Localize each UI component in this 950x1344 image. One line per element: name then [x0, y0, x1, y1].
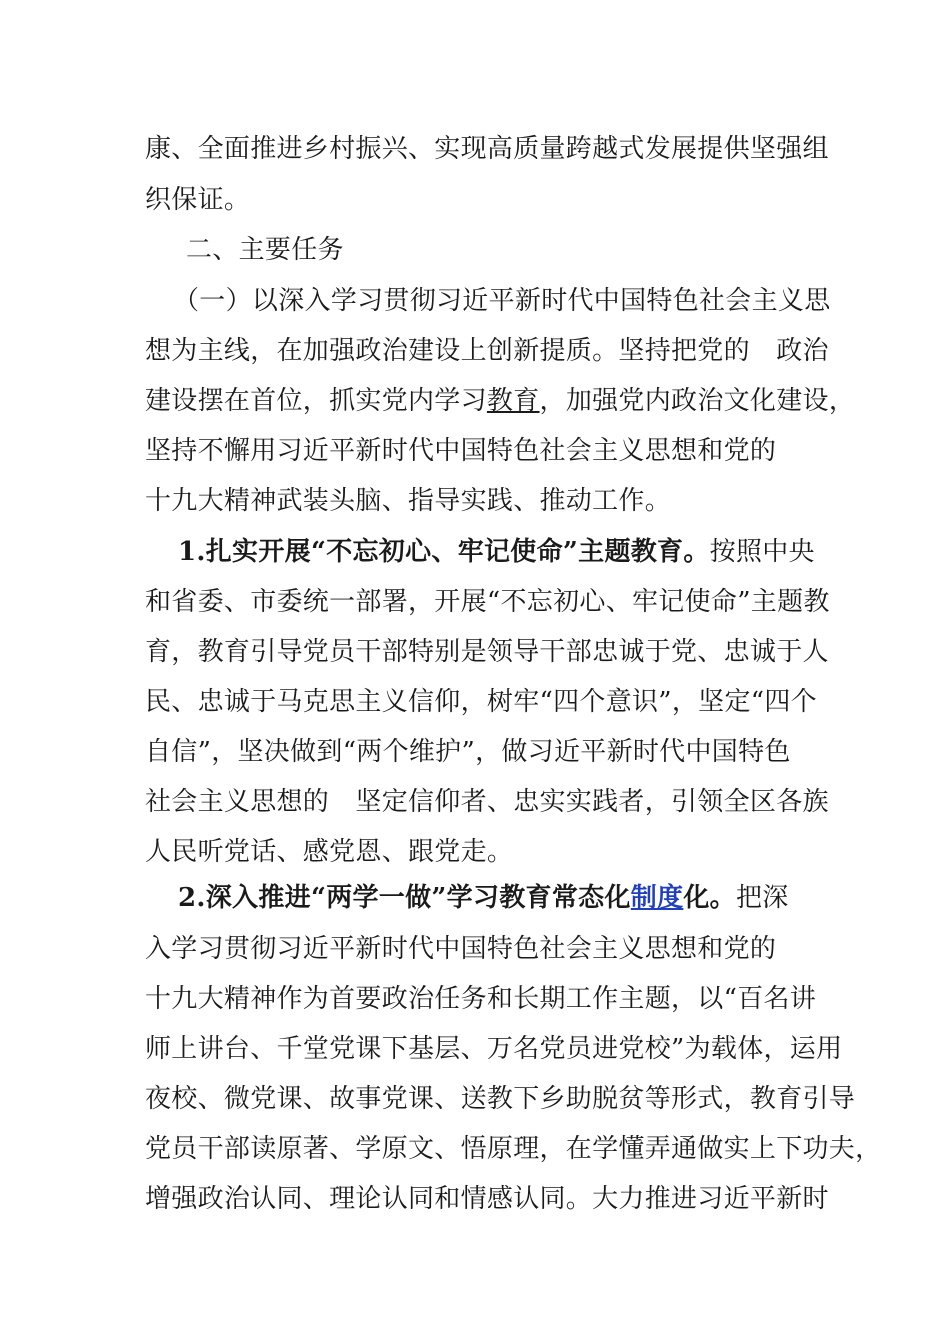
- paragraph-line-2: [145, 180, 250, 220]
- item-2-heading: 2.深入推进“两学一做”学习教育常态化: [178, 883, 631, 913]
- text-run: 党员干部读原著、学原文、悟原理，在学懂弄通做实上下功夫，: [145, 1134, 882, 1164]
- text-run: 织保证。: [145, 185, 251, 215]
- item-1-line-3: [145, 632, 829, 672]
- text-run: 民、忠诚于马克思主义信仰，树牢“四个意识”，坚定“四个: [145, 687, 817, 717]
- item-1-line-2: [145, 582, 830, 622]
- text-run: 十九大精神作为首要政治任务和长期工作主题，以“百名讲: [145, 984, 817, 1014]
- paragraph-line-4: [145, 381, 855, 421]
- subsection-heading-line-1: [173, 281, 831, 321]
- item-1-heading: 1.扎实开展“不忘初心、牢记使命”主题教育。: [178, 537, 710, 567]
- item-1-line-1: [178, 532, 815, 572]
- item-2-line-5: [145, 1079, 855, 1119]
- text-run: 自信”，坚决做到“两个维护”，做习近平新时代中国特色: [145, 737, 791, 767]
- text-run: 人民听党话、感党恩、跟党走。: [145, 837, 514, 867]
- text-run: 夜校、微党课、故事党课、送教下乡助脱贫等形式，教育引导: [145, 1084, 856, 1114]
- item-1-line-6: [145, 782, 829, 822]
- item-2-line-1: [178, 878, 789, 918]
- paragraph-line-6: [145, 481, 671, 521]
- underlined-term: 教育: [486, 386, 540, 416]
- item-2-line-7: [145, 1179, 829, 1219]
- text-run: 增强政治认同、理论认同和情感认同。大力推进习近平新时: [145, 1184, 829, 1214]
- institution-link[interactable]: 制度: [630, 883, 684, 913]
- text-run: （一）以深入学习贯彻习近平新时代中国特色社会主义思: [173, 286, 831, 316]
- paragraph-line-3: [145, 331, 829, 371]
- text-run: 和省委、市委统一部署，开展“不忘初心、牢记使命”主题教: [145, 587, 830, 617]
- text-run: 建设摆在首位，抓实党内学习: [145, 386, 487, 416]
- heading-text: 二、主要任务: [186, 235, 344, 265]
- text-run: 师上讲台、千堂党课下基层、万名党员进党校”为载体，运用: [145, 1034, 843, 1064]
- text-run: 育，教育引导党员干部特别是领导干部忠诚于党、忠诚于人: [145, 637, 829, 667]
- text-run: 坚持不懈用习近平新时代中国特色社会主义思想和党的: [145, 436, 777, 466]
- text-run: 把深: [735, 883, 789, 913]
- text-run: 社会主义思想的 坚定信仰者、忠实实践者，引领全区各族: [145, 787, 829, 817]
- text-run: ，加强党内政治文化建设，: [539, 386, 856, 416]
- paragraph-line-5: [145, 431, 776, 471]
- text-run: 入学习贯彻习近平新时代中国特色社会主义思想和党的: [145, 934, 777, 964]
- item-2-line-6: [145, 1129, 881, 1169]
- item-2-line-4: [145, 1029, 842, 1069]
- text-run: 康、全面推进乡村振兴、实现高质量跨越式发展提供坚强组: [145, 134, 829, 164]
- item-1-line-7: [145, 832, 513, 872]
- text-run: 按照中央: [709, 537, 815, 567]
- text-run: 十九大精神武装头脑、指导实践、推动工作。: [145, 486, 672, 516]
- section-heading: [186, 230, 344, 270]
- item-2-line-2: [145, 929, 776, 969]
- item-2-heading-end: 化。: [683, 883, 736, 913]
- item-2-line-3: [145, 979, 816, 1019]
- paragraph-line-1: [145, 129, 829, 169]
- item-1-line-4: [145, 682, 817, 722]
- text-run: 想为主线，在加强政治建设上创新提质。坚持把党的 政治: [145, 336, 829, 366]
- item-1-line-5: [145, 732, 791, 772]
